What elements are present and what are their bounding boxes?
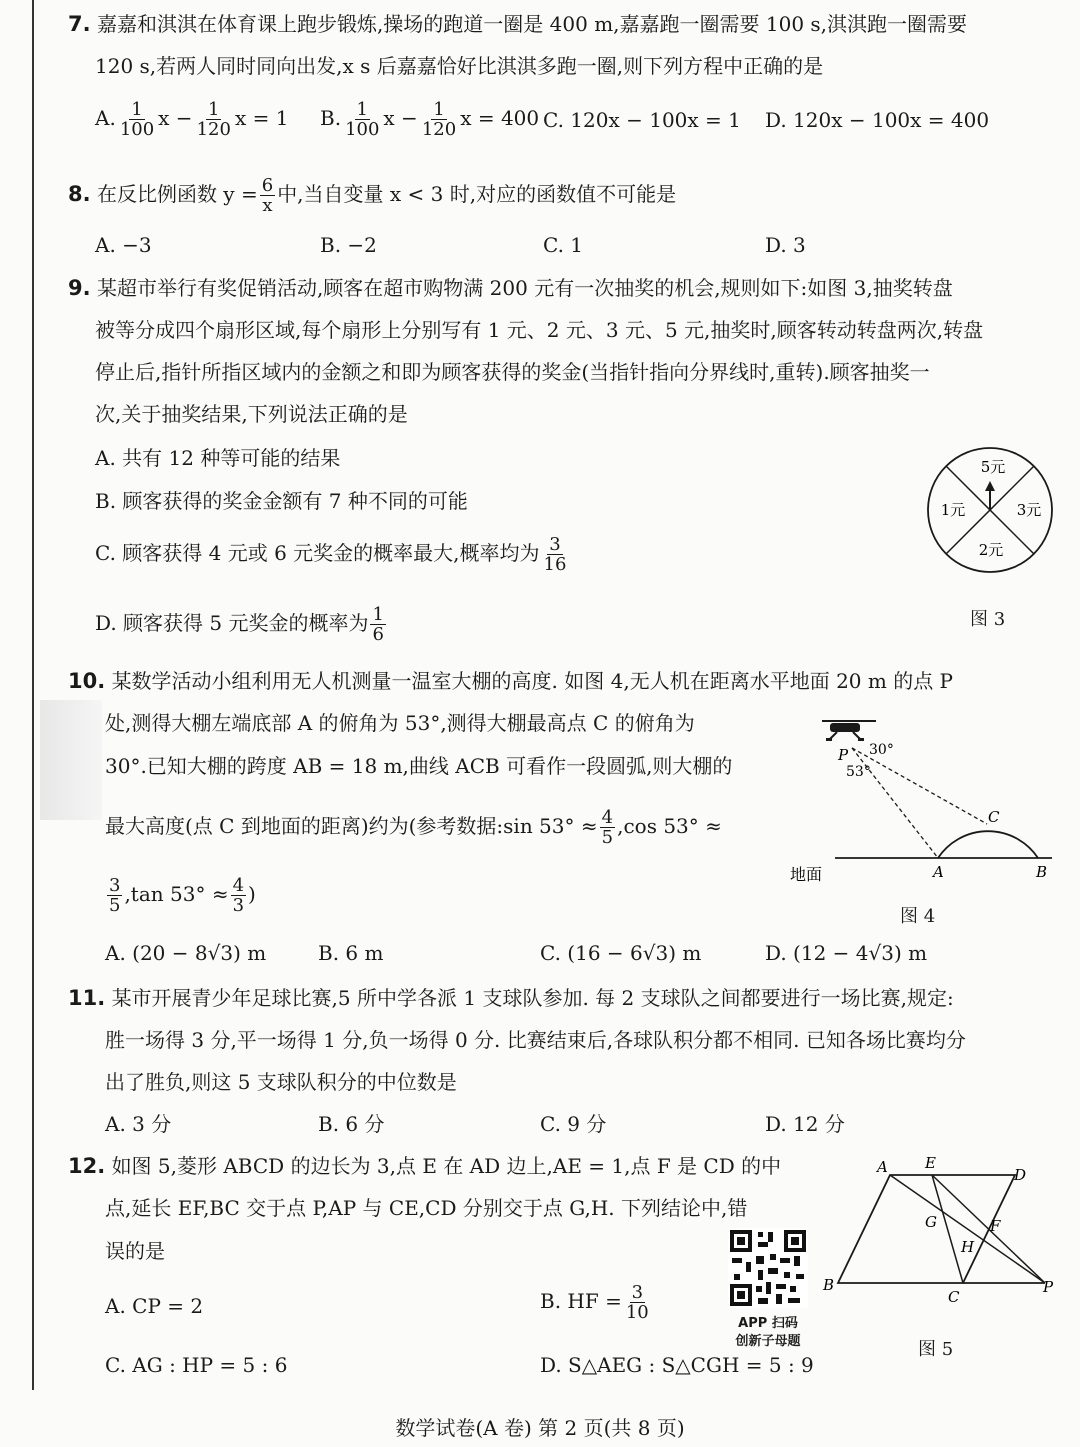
q9-line-1: 9. 某超市举行有奖促销活动,顾客在超市购物满 200 元有一次抽奖的机会,规则如下:如图 3,抽奖转盘 (68, 276, 953, 300)
q10-line-1: 10. 某数学活动小组利用无人机测量一温室大棚的高度. 如图 4,无人机在距离水平地面 20 m 的点 P (68, 669, 954, 693)
q10-line-3: 30°.已知大棚的跨度 AB = 18 m,曲线 ACB 可看作一段圆弧,则大棚的 (105, 754, 733, 778)
q9-option-b: B. 顾客获得的奖金金额有 7 种不同的可能 (95, 489, 468, 513)
q9-option-a: A. 共有 12 种等可能的结果 (95, 446, 341, 470)
q8-option-b: B. −2 (320, 233, 377, 257)
q11-line-3: 出了胜负,则这 5 支球队积分的中位数是 (105, 1070, 457, 1094)
label-c: C (948, 1288, 960, 1306)
q9-line-3: 停止后,指针所指区域内的金额之和即为顾客获得的奖金(当指针指向分界线时,重转).顾客抽奖一 (95, 360, 930, 384)
q7-option-c: C. 120x − 100x = 1 (543, 108, 741, 132)
page-footer: 数学试卷(A 卷) 第 2 页(共 8 页) (395, 1416, 685, 1440)
q7-option-d: D. 120x − 100x = 400 (765, 108, 990, 132)
label-h: H (961, 1238, 975, 1256)
q8-option-a: A. −3 (95, 233, 152, 257)
drone-icon (822, 721, 876, 741)
spinner-label-left: 1元 (940, 501, 966, 519)
left-margin-line (32, 0, 34, 1390)
q7-option-a: A. $\frac{1}{100}$ x − $\frac{1}{120}$ x = 1 (95, 99, 289, 140)
q12-option-c: C. AG : HP = 5 : 6 (105, 1353, 288, 1377)
q10-option-d: D. (12 − 4√3) m (765, 941, 928, 965)
angle-30-label: 30° (869, 742, 894, 758)
q10-option-b: B. 6 m (318, 941, 384, 965)
q9-option-d: D. 顾客获得 5 元奖金的概率为 $\frac{1}{6}$ (95, 604, 384, 645)
scan-smudge (40, 700, 102, 820)
q10-line-5: $\frac{3}{5}$ ,tan 53° ≈ $\frac{4}{3}$ ) (109, 875, 256, 916)
q10-option-a: A. (20 − 8√3) m (105, 941, 267, 965)
ground-label: 地面 (790, 865, 823, 884)
qr-code-icon[interactable] (728, 1228, 808, 1308)
q12-line-1: 12. 如图 5,菱形 ABCD 的边长为 3,点 E 在 AD 边上,AE = 1,点 F 是 CD 的中 (68, 1154, 782, 1178)
q12-line-2: 点,延长 EF,BC 交于点 P,AP 与 CE,CD 分别交于点 G,H. 下列结论中,错 (105, 1196, 748, 1220)
point-b-label: B (1036, 863, 1048, 881)
q9-option-c: C. 顾客获得 4 元或 6 元奖金的概率最大,概率均为 $\frac{3}{16}$ (95, 534, 567, 575)
spinner-label-top: 5元 (980, 458, 1006, 476)
q8-option-d: D. 3 (765, 233, 806, 257)
label-e: E (925, 1154, 936, 1172)
figure-3-caption: 图 3 (970, 609, 1006, 630)
figure-4-caption: 图 4 (900, 906, 936, 927)
q12-option-d: D. S△AEG : S△CGH = 5 : 9 (540, 1353, 814, 1377)
point-p-label: P (838, 746, 849, 764)
q12-line-3: 误的是 (105, 1239, 165, 1263)
q7-option-b: B. $\frac{1}{100}$ x − $\frac{1}{120}$ x = 400 (320, 99, 540, 140)
q9-line-4: 次,关于抽奖结果,下列说法正确的是 (95, 402, 408, 426)
q10-line-4: 最大高度(点 C 到地面的距离)约为(参考数据:sin 53° ≈ $\frac{4}{5}$ ,cos 53° ≈ (105, 807, 722, 848)
q11-option-d: D. 12 分 (765, 1112, 845, 1136)
q7-line-1: 7. 嘉嘉和淇淇在体育课上跑步锻炼,操场的跑道一圈是 400 m,嘉嘉跑一圈需要 100 s,淇淇跑一圈需要 (68, 12, 968, 36)
label-g: G (925, 1213, 937, 1231)
q12-option-a: A. CP = 2 (105, 1294, 204, 1318)
q10-option-c: C. (16 − 6√3) m (540, 941, 702, 965)
q8-stem: 8. 在反比例函数 y = $\frac{6}{x}$ 中,当自变量 x < 3 时,对应的函数值不可能是 (68, 175, 677, 216)
figure-5-caption: 图 5 (918, 1339, 954, 1360)
angle-53-label: 53° (846, 764, 871, 780)
point-a-label: A (933, 863, 944, 881)
label-f: F (990, 1217, 1001, 1235)
q11-line-1: 11. 某市开展青少年足球比赛,5 所中学各派 1 支球队参加. 每 2 支球队之间都要进行一场比赛,规定: (68, 986, 954, 1010)
q12-option-b: B. HF = $\frac{3}{10}$ (540, 1282, 649, 1323)
q11-option-b: B. 6 分 (318, 1112, 385, 1136)
label-a: A (877, 1158, 888, 1176)
label-b: B (823, 1276, 835, 1294)
figure-4-greenhouse (780, 710, 1070, 890)
q11-option-a: A. 3 分 (105, 1112, 172, 1136)
figure-3-spinner (925, 445, 1055, 575)
spinner-label-right: 3元 (1016, 501, 1042, 519)
q8-option-c: C. 1 (543, 233, 584, 257)
q11-line-2: 胜一场得 3 分,平一场得 1 分,负一场得 0 分. 比赛结束后,各球队积分都不相同. 已知各场比赛均分 (105, 1028, 966, 1052)
label-d: D (1014, 1166, 1027, 1184)
q9-line-2: 被等分成四个扇形区域,每个扇形上分别写有 1 元、2 元、3 元、5 元,抽奖时,顾客转动转盘两次,转盘 (95, 318, 984, 342)
figure-5-rhombus (815, 1150, 1065, 1310)
label-p: P (1043, 1278, 1054, 1296)
spinner-label-bottom: 2元 (978, 541, 1004, 559)
point-c-label: C (988, 808, 1000, 826)
q11-option-c: C. 9 分 (540, 1112, 607, 1136)
q7-line-2: 120 s,若两人同时同向出发,x s 后嘉嘉恰好比淇淇多跑一圈,则下列方程中正确的是 (95, 54, 824, 78)
qr-caption: APP 扫码 创新子母题 (735, 1316, 801, 1349)
q10-line-2: 处,测得大棚左端底部 A 的俯角为 53°,测得大棚最高点 C 的俯角为 (105, 711, 695, 735)
